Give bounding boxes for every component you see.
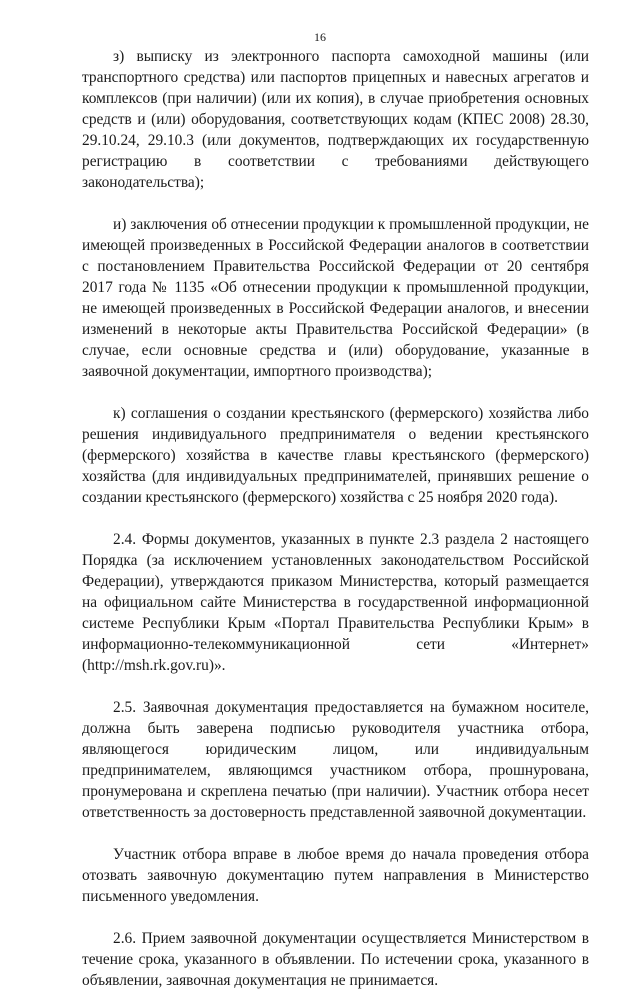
- paragraph-2-6: 2.6. Прием заявочной документации осуществляется Министерством в течение срока, указанного в объявлении. По истечении срока, указанного в объявлении, заявочная документация не принимается.: [82, 930, 589, 989]
- paragraph-2-5: 2.5. Заявочная документация предоставляется на бумажном носителе, должна быть заверена подписью руководителя участника отбора, являющегося юридическим лицом, или индивидуальным предпринимателем, являющимся участником отбора, прошнурована, пронумерована и скреплена печатью (при наличии). Участник отбора несет ответственность за достоверность представленной заявочной документации.: [82, 699, 589, 821]
- paragraph-z: з) выписку из электронного паспорта самоходной машины (или транспортного средства) или паспортов прицепных и навесных агрегатов и комплексов (при наличии) (или их копия), в случае приобретения основных средств и (или) оборудования, соответствующих кодам (КПЕС 2008) 28.30, 29.10.24, 29.10.3 (или документов, подтверждающих их государственную регистрацию в соответствии с требованиями действующего законодательства);: [82, 48, 589, 191]
- page-number: 16: [314, 30, 326, 44]
- paragraph-2-4: 2.4. Формы документов, указанных в пункте 2.3 раздела 2 настоящего Порядка (за исключением установленных законодательством Российской Федерации), утверждаются приказом Министерства, который размещается на официальном сайте Министерства в государственной информационной системе Республики Крым «Портал Правительства Республики Крым» в информационно-телекоммуникационной сети «Интернет» (http://msh.rk.gov.ru)».: [82, 531, 589, 674]
- paragraph-withdrawal: Участник отбора вправе в любое время до начала проведения отбора отозвать заявочную документацию путем направления в Министерство письменного уведомления.: [82, 846, 589, 905]
- paragraph-k: к) соглашения о создании крестьянского (фермерского) хозяйства либо решения индивидуального предпринимателя о ведении крестьянского (фермерского) хозяйства в качестве главы крестьянского (фермерского) хозяйства (для индивидуальных предпринимателей, принявших решение о создании крестьянского (фермерского) хозяйства с 25 ноября 2020 года).: [82, 405, 589, 506]
- document-body: [82, 46, 589, 991]
- paragraph-i: и) заключения об отнесении продукции к промышленной продукции, не имеющей произведенных в Российской Федерации аналогов в соответствии с постановлением Правительства Российской Федерации от 20 сентября 2017 года № 1135 «Об отнесении продукции к промышленной продукции, не имеющей произведенных в Российской Федерации аналогов, и внесении изменений в некоторые акты Правительства Российской Федерации» (в случае, если основные средства и (или) оборудование, указанные в заявочной документации, импортного производства);: [82, 216, 589, 380]
